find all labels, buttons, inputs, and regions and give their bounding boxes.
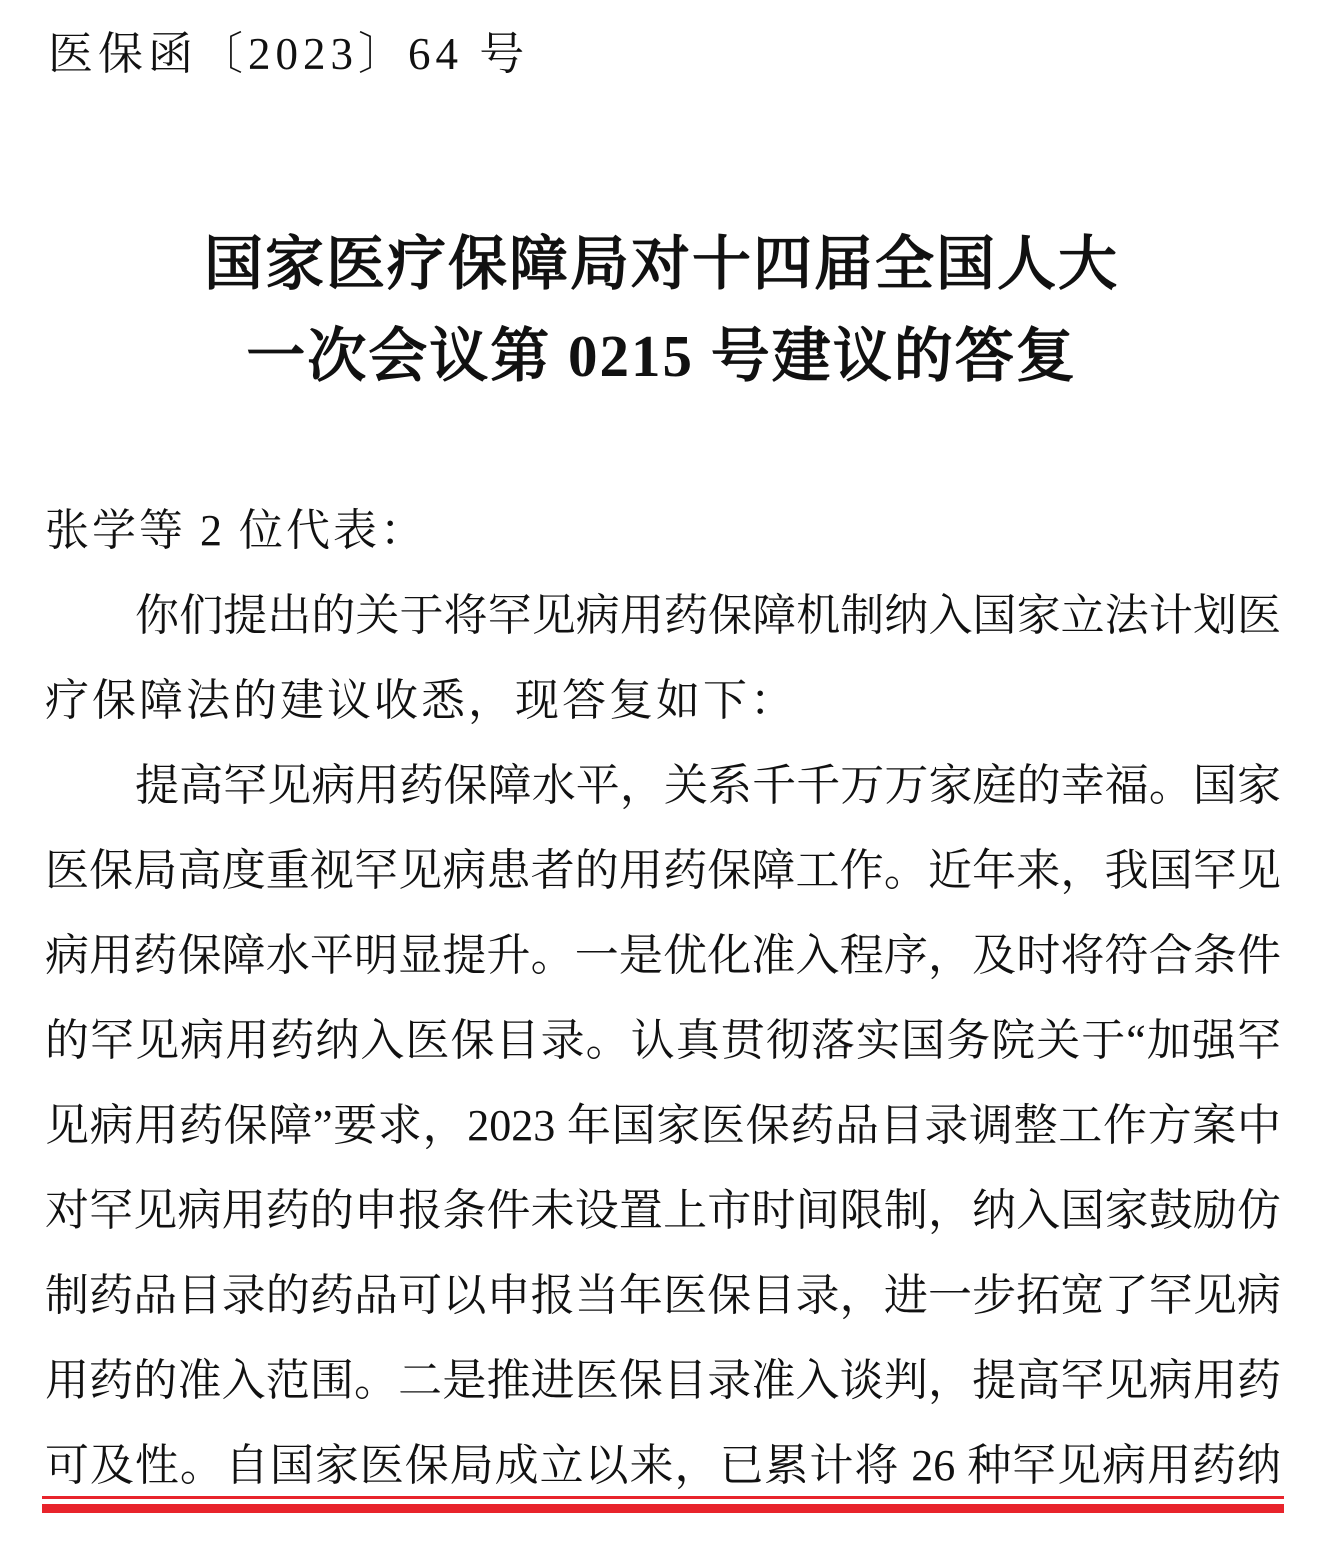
body-line: 制药品目录的药品可以申报当年医保目录，进一步拓宽了罕见病 xyxy=(45,1271,1281,1320)
doc-number: 医保函〔2023〕64 号 xyxy=(48,29,530,79)
body-line: 疗保障法的建议收悉，现答复如下： xyxy=(45,676,797,725)
body-line: 见病用药保障”要求，2023 年国家医保药品目录调整工作方案中 xyxy=(45,1101,1281,1150)
title-line-1: 国家医疗保障局对十四届全国人大 xyxy=(203,231,1119,297)
salutation: 张学等 2 位代表： xyxy=(45,506,427,555)
red-separator-thin xyxy=(42,1496,1284,1499)
body-line: 你们提出的关于将罕见病用药保障机制纳入国家立法计划医 xyxy=(135,591,1281,640)
body-line: 病用药保障水平明显提升。一是优化准入程序，及时将符合条件 xyxy=(45,931,1281,980)
document-title xyxy=(0,218,1323,402)
body-line: 对罕见病用药的申报条件未设置上市时间限制，纳入国家鼓励仿 xyxy=(45,1186,1281,1235)
body-line: 提高罕见病用药保障水平，关系千千万万家庭的幸福。国家 xyxy=(135,761,1281,810)
body-line: 用药的准入范围。二是推进医保目录准入谈判，提高罕见病用药 xyxy=(45,1356,1281,1405)
body-line: 可及性。自国家医保局成立以来，已累计将 26 种罕见病用药纳 xyxy=(45,1441,1281,1490)
body-line: 的罕见病用药纳入医保目录。认真贯彻落实国务院关于“加强罕 xyxy=(45,1016,1281,1065)
document-body xyxy=(45,488,1281,1508)
body-line: 医保局高度重视罕见病患者的用药保障工作。近年来，我国罕见 xyxy=(45,846,1281,895)
red-separator-thick xyxy=(42,1504,1284,1513)
title-line-2: 一次会议第 0215 号建议的答复 xyxy=(246,323,1077,389)
